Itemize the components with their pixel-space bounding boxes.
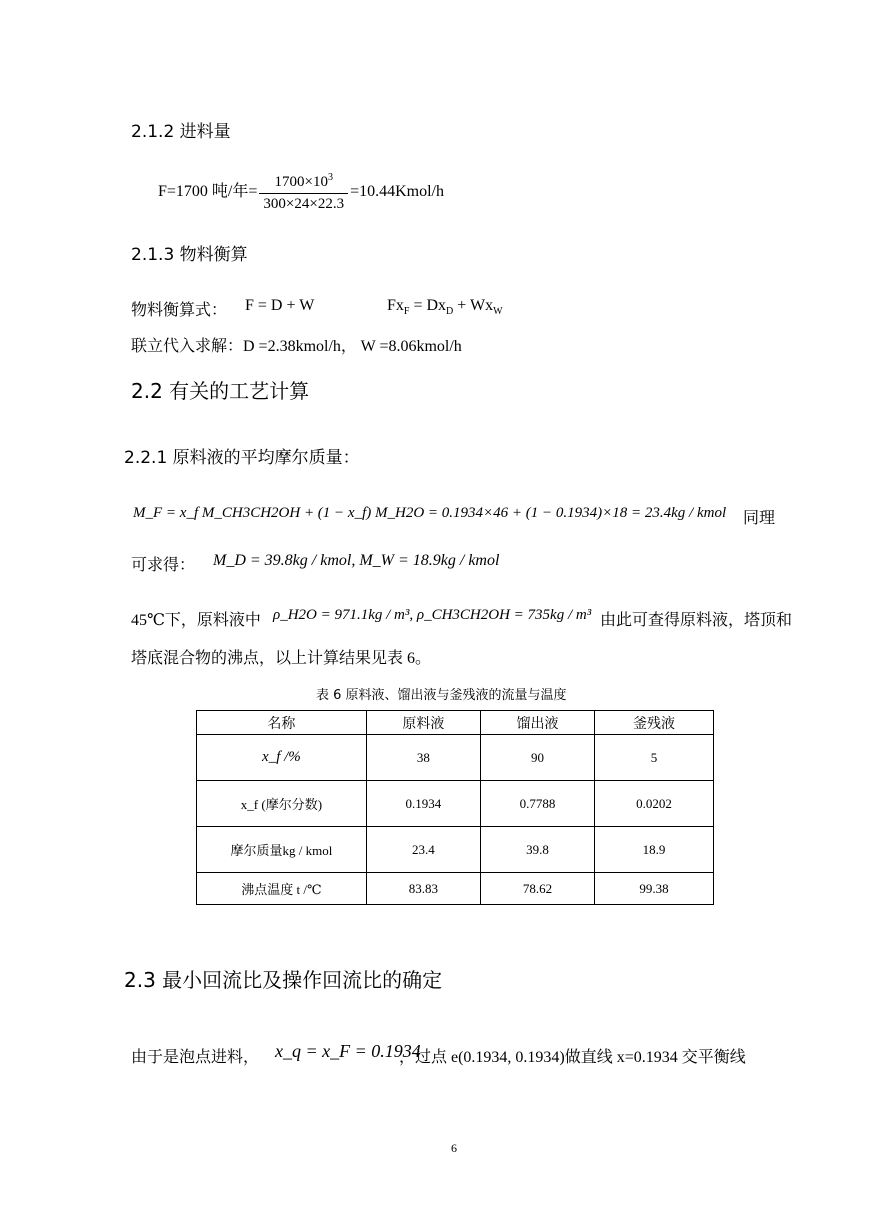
table-row-label: 沸点温度 t /℃ [197, 873, 367, 905]
balance-eq2-sub-w: W [493, 306, 503, 318]
balance-eq2-part-b: = Dx [409, 297, 447, 314]
heading-2-2-1: 2.2.1 原料液的平均摩尔质量： [124, 448, 360, 468]
feed-eq-lhs: F=1700 吨/年= [158, 183, 258, 201]
table-cell: 0.1934 [366, 781, 480, 827]
table-cell: 90 [480, 735, 594, 781]
feed-numerator-sup: 3 [327, 172, 333, 183]
table-cell: 39.8 [480, 827, 594, 873]
feed-numerator: 1700×10 [274, 174, 328, 190]
table-header-cell: 馏出液 [480, 711, 594, 735]
table-row-label: x_f /% [197, 735, 367, 781]
table-cell: 83.83 [366, 873, 480, 905]
table-row [197, 827, 714, 873]
table-header-cell: 名称 [197, 711, 367, 735]
feed-equation [158, 172, 444, 213]
table-cell: 18.9 [595, 827, 714, 873]
table-cell: 38 [366, 735, 480, 781]
table-header-cell: 釜残液 [595, 711, 714, 735]
balance-eq2-part-a: Fx [387, 297, 404, 314]
balance-label: 物料衡算式： [131, 302, 228, 319]
feed-denominator: 300×24×22.3 [263, 196, 345, 212]
table-row-label: 摩尔质量kg / kmol [197, 827, 367, 873]
last-line-equation: x_q = x_F = 0.1934 [275, 1041, 421, 1061]
table-row [197, 873, 714, 905]
last-line-suffix: ，过点 e(0.1934, 0.1934)做直线 x=0.1934 交平衡线 [399, 1049, 746, 1066]
table-cell: 78.62 [480, 873, 594, 905]
balance-eq2-part-c: + Wx [453, 297, 494, 314]
table-cell: 5 [595, 735, 714, 781]
heading-2-1-3: 2.1.3 物料衡算 [131, 245, 248, 265]
balance-eq2-sub-d: D [446, 306, 454, 318]
density-values: ρ_H2O = 971.1kg / m³, ρ_CH3CH2OH = 735kg / m³ [273, 607, 592, 623]
table-caption: 表 6 原料液、馏出液与釜残液的流量与温度 [316, 688, 567, 703]
molar-keqiu: 可求得： [131, 557, 196, 574]
density-line1-prefix: 45℃下，原料液中 [131, 612, 261, 629]
page-number: 6 [451, 1141, 457, 1155]
table-row [197, 781, 714, 827]
table-6 [196, 710, 714, 905]
balance-eq2 [387, 297, 503, 317]
molar-tongli: 同理 [743, 510, 776, 527]
heading-2-3: 2.3 最小回流比及操作回流比的确定 [124, 968, 443, 992]
feed-eq-rhs: =10.44Kmol/h [350, 183, 444, 201]
table-cell: 0.7788 [480, 781, 594, 827]
heading-2-2: 2.2 有关的工艺计算 [131, 379, 310, 403]
molar-mass-result: M_D = 39.8kg / kmol, M_W = 18.9kg / kmol [213, 552, 500, 569]
heading-2-1-2: 2.1.2 进料量 [131, 122, 231, 142]
table-row-label: x_f (摩尔分数) [197, 781, 367, 827]
table-cell: 99.38 [595, 873, 714, 905]
molar-mass-equation: M_F = x_f M_CH3CH2OH + (1 − x_f) M_H2O = 0.1934×46 + (1 − 0.1934)×18 = 23.4kg / kmol [133, 505, 727, 521]
table-header-row [197, 711, 714, 735]
table-cell: 0.0202 [595, 781, 714, 827]
feed-fraction [259, 172, 348, 213]
balance-eq1: F = D + W [245, 297, 315, 314]
last-line-prefix: 由于是泡点进料， [131, 1049, 260, 1066]
table-row [197, 735, 714, 781]
balance-eq2-sub-f: F [403, 306, 410, 318]
table-cell: 23.4 [366, 827, 480, 873]
density-line2: 塔底混合物的沸点，以上计算结果见表 6。 [131, 650, 432, 667]
balance-solution: 联立代入求解：D =2.38kmol/h， W =8.06kmol/h [131, 338, 462, 355]
density-line1-suffix: 由此可查得原料液，塔顶和 [600, 612, 793, 629]
table-header-cell: 原料液 [366, 711, 480, 735]
